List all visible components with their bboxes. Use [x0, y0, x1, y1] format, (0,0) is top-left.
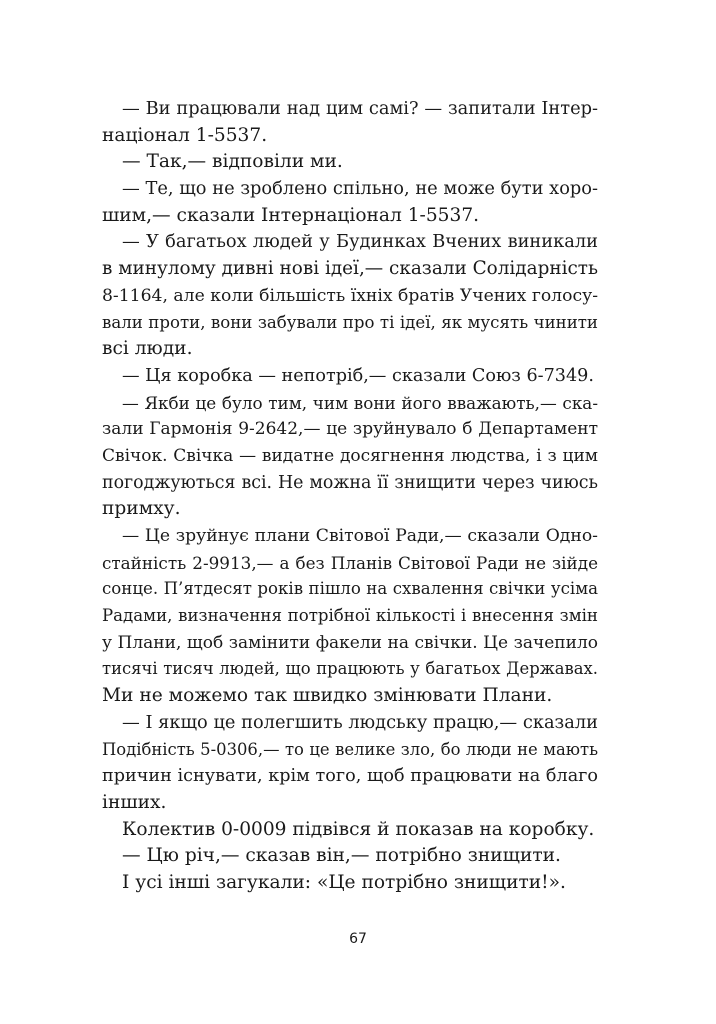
text-line: Подібність 5-0306,— то це велике зло, бо люди не мають	[102, 739, 598, 759]
text-line: І усі інші загукали: «Це потрібно знищити!».	[122, 871, 566, 893]
text-line: сонце. П’ятдесят років пішло на схвалення свічки усіма	[102, 579, 598, 599]
text-line: 8-1164, але коли більшість їхніх братів Учених голосу-	[102, 285, 598, 306]
text-line: — Те, що не зроблено спільно, не може бути хоро-	[122, 178, 598, 200]
text-line: Радами, визначення потрібної кількості і внесення змін	[102, 606, 598, 626]
text-line: у Плани, щоб замінити факели на свічки. Це зачепило	[102, 632, 598, 653]
text-line: інших.	[102, 791, 167, 813]
body-text	[102, 96, 598, 897]
text-line: Свічок. Свічка — видатне досягнення людства, і з цим	[102, 445, 598, 466]
text-line: — Це зруйнує плани Світової Ради,— сказали Одно-	[122, 526, 598, 546]
text-line: — І якщо це полегшить людську працю,— сказали	[122, 711, 598, 733]
text-line: причин існувати, крім того, щоб працювати на благо	[102, 766, 598, 787]
text-line: націонал 1-5537.	[102, 124, 268, 146]
page-number: 67	[349, 931, 367, 947]
text-line: — Якби це було тим, чим вони його вважають,— ска-	[122, 392, 598, 413]
text-line: — Ця коробка — непотріб,— сказали Союз 6-7349.	[122, 365, 594, 386]
text-line: примху.	[102, 498, 181, 520]
text-line: стайність 2-9913,— а без Планів Світової Ради не зійде	[102, 552, 598, 573]
text-line: вали проти, вони забували про ті ідеї, як мусять чинити	[102, 312, 598, 332]
text-line: всі люди.	[102, 338, 193, 360]
text-line: Ми не можемо так швидко змінювати Плани.	[102, 685, 553, 707]
text-line: шим,— сказали Інтернаціонал 1-5537.	[102, 204, 480, 226]
text-line: тисячі тисяч людей, що працюють у багатьох Державах.	[102, 659, 598, 679]
text-line: погоджуються всі. Не можна її знищити через чиюсь	[102, 472, 598, 493]
text-line: в минулому дивні нові ідеї,— сказали Солідарність	[102, 258, 598, 280]
text-line: — Ви працювали над цим самі? — запитали Інтер-	[122, 98, 598, 119]
text-line: — У багатьох людей у Будинках Вчених виникали	[122, 231, 598, 253]
text-line: — Цю річ,— сказав він,— потрібно знищити.	[122, 845, 561, 867]
text-line: — Так,— відповіли ми.	[122, 151, 343, 173]
text-line: зали Гармонія 9-2642,— це зруйнувало б Департамент	[102, 419, 598, 440]
text-line: Колектив 0-0009 підвівся й показав на коробку.	[122, 818, 595, 840]
